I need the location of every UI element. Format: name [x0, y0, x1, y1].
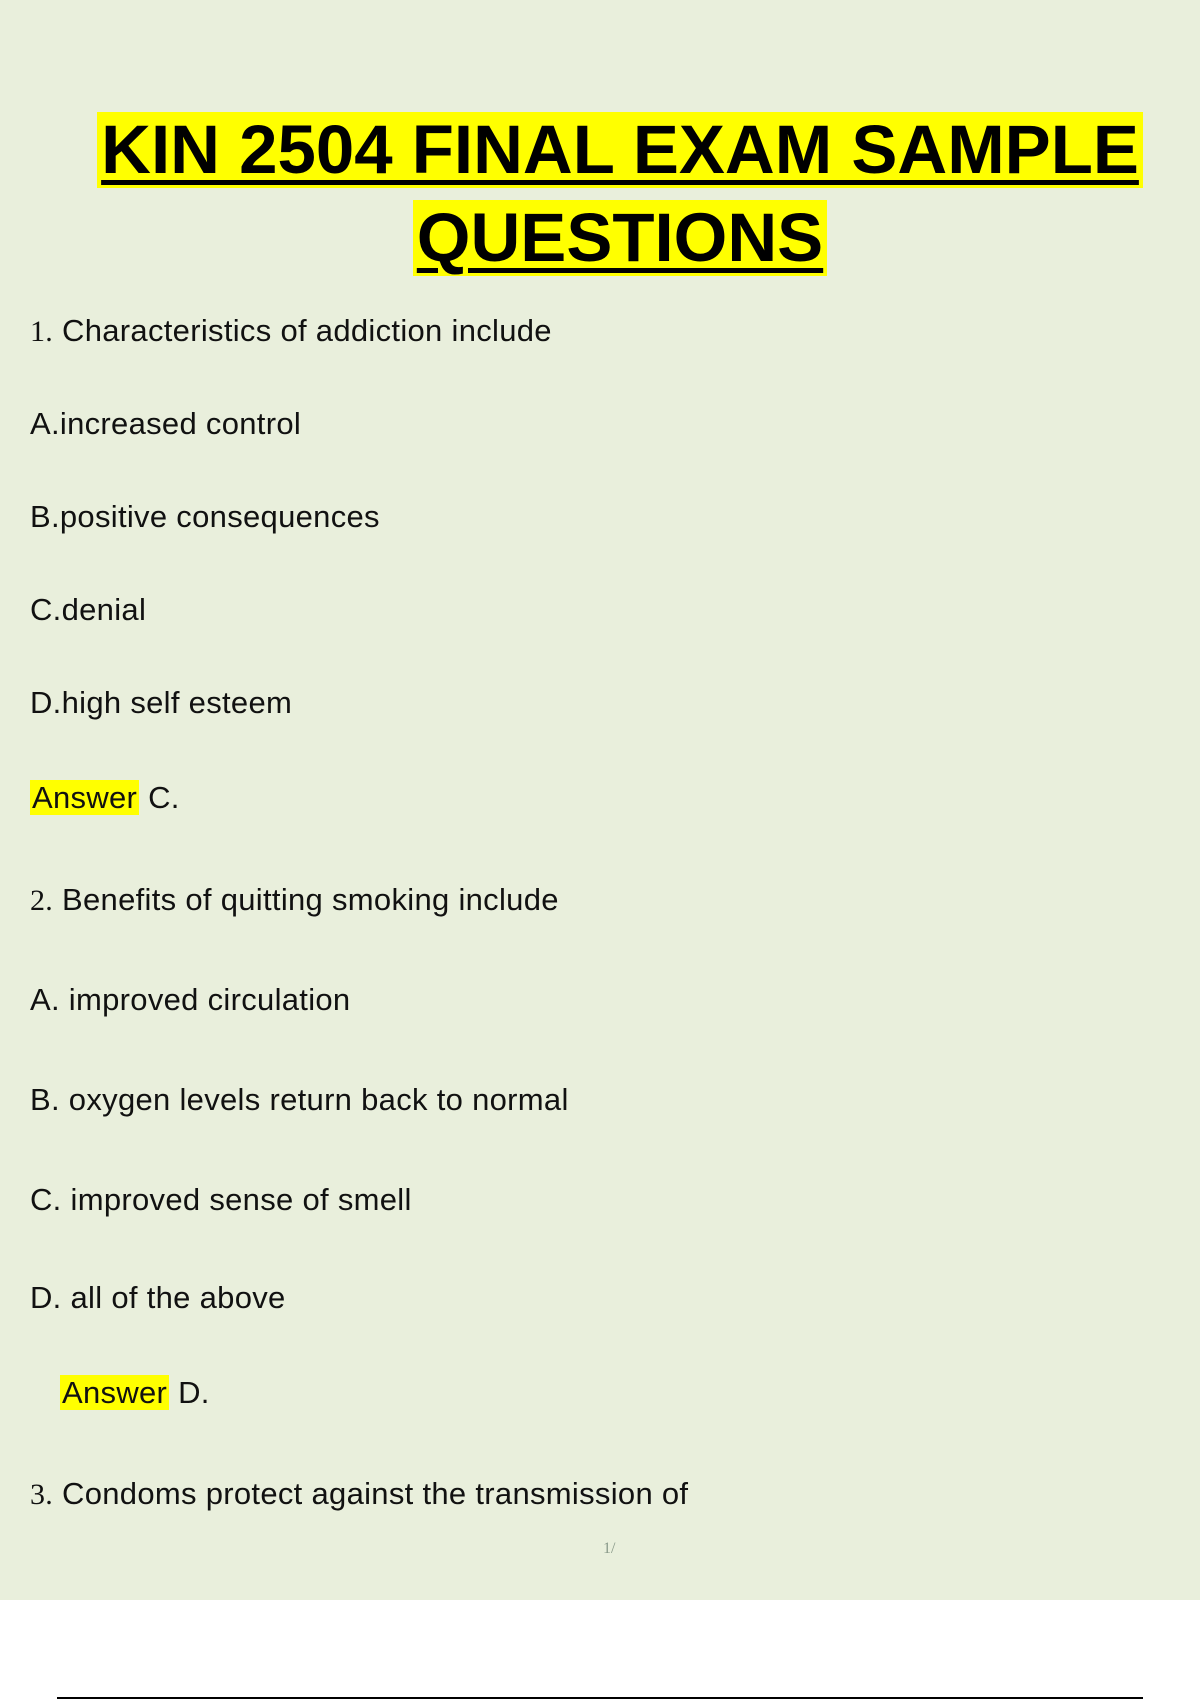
question-1-option-b: B.positive consequences: [30, 499, 380, 534]
question-text: Condoms protect against the transmission of: [62, 1476, 689, 1511]
question-number: 3.: [30, 1478, 54, 1511]
question-2-option-a: A. improved circulation: [30, 982, 351, 1017]
question-text: Benefits of quitting smoking include: [62, 882, 559, 917]
question-2-answer: [60, 1373, 210, 1413]
question-3: [30, 1474, 688, 1515]
answer-label: Answer: [32, 780, 138, 815]
answer-value: D.: [178, 1375, 210, 1410]
question-number: 1.: [30, 315, 54, 348]
question-1-option-a: A.increased control: [30, 406, 302, 441]
question-1: [30, 311, 552, 352]
question-1-option-d: D.high self esteem: [30, 685, 293, 720]
footer-divider: [57, 1697, 1143, 1699]
question-2-option-b: B. oxygen levels return back to normal: [30, 1082, 569, 1117]
question-text: Characteristics of addiction include: [62, 313, 552, 348]
title-line-2: QUESTIONS: [413, 200, 827, 276]
title-line-1: KIN 2504 FINAL EXAM SAMPLE: [97, 112, 1143, 188]
question-1-option-c: C.denial: [30, 592, 147, 627]
question-2: [30, 880, 559, 921]
answer-value: C.: [148, 780, 180, 815]
question-number: 2.: [30, 884, 54, 917]
document-title: [0, 112, 1200, 276]
question-1-answer: [30, 778, 180, 818]
page-number: 1/: [603, 1540, 616, 1557]
question-2-option-d: D. all of the above: [30, 1280, 286, 1315]
question-2-option-c: C. improved sense of smell: [30, 1182, 412, 1217]
answer-label: Answer: [62, 1375, 168, 1410]
